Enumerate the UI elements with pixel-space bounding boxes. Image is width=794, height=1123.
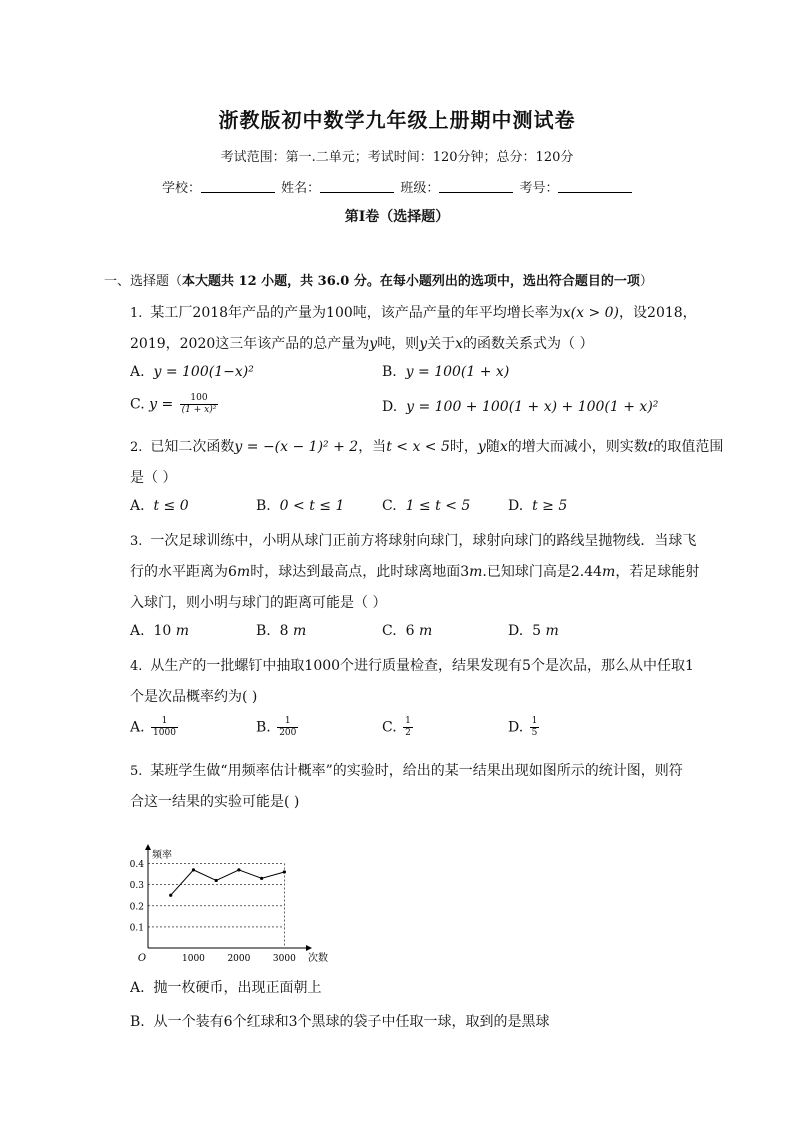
option-letter: D. [508, 623, 524, 639]
q3-text: .已知球门高是2.44 [482, 564, 603, 580]
q1-text: 2019，2020这三年该产品的总产量为 [130, 336, 370, 352]
q3-option-b[interactable] [256, 623, 306, 639]
q1-option-b[interactable] [382, 364, 509, 380]
question-4-line-2: 个是次品概率约为( ) [130, 689, 258, 705]
q2-text: ，当 [358, 439, 387, 455]
q5-text: 某班学生做“用频率估计概率”的实验时，给出的某一结果出现如图所示的统计图，则符 [150, 763, 683, 779]
q3-text: 行的水平距离为6 [130, 564, 237, 580]
data-point [260, 877, 263, 880]
denominator: (1 + x)² [181, 405, 217, 415]
option-letter: C. [382, 498, 397, 514]
question-1-line-2 [130, 333, 593, 353]
question-number: 1. [130, 306, 143, 321]
option-letter: B. [256, 498, 271, 514]
q4-option-d[interactable] [508, 716, 541, 739]
y-tick-label: 0.4 [129, 860, 144, 871]
var-x: x [455, 336, 464, 352]
option-expr: 0 < t ≤ 1 [279, 498, 345, 514]
q2-option-d[interactable] [508, 498, 567, 514]
y-tick-label: 0.2 [129, 902, 144, 913]
x-tick-label: 1000 [182, 954, 205, 964]
origin-label: O [137, 953, 147, 964]
option-letter: B. [382, 364, 397, 380]
q1-text: 的函数关系式为（ ） [463, 336, 594, 352]
class-blank[interactable] [439, 180, 513, 193]
unit-m: m [545, 623, 559, 639]
unit-m: m [602, 564, 616, 580]
option-expr: y = 100(1−x)² [153, 364, 254, 380]
volume-heading: 第I卷（选择题） [344, 209, 450, 225]
data-point [237, 868, 240, 871]
option-letter: A. [130, 980, 145, 996]
fraction [277, 716, 298, 739]
fraction [151, 716, 178, 739]
option-letter: A. [130, 498, 145, 514]
q2-text: 随 [485, 439, 500, 455]
denominator: 200 [279, 728, 297, 738]
question-number: 2. [130, 440, 143, 455]
option-expr: y = 100 + 100(1 + x) + 100(1 + x)² [406, 399, 659, 415]
option-letter: B. [256, 719, 271, 736]
q2-text: 已知二次函数 [150, 439, 235, 455]
unit-m: m [293, 623, 307, 639]
number-label: 考号： [519, 181, 559, 196]
option-letter: C. [130, 396, 145, 413]
q2-expr: y = −(x − 1)² + 2 [234, 439, 359, 455]
fraction [403, 716, 413, 739]
option-expr: y = 100(1 + x) [405, 364, 510, 380]
question-3-line-3: 入球门，则小明与球门的距离可能是（ ） [130, 595, 387, 611]
q4-option-c[interactable] [382, 716, 415, 739]
q3-text: 一次足球训练中，小明从球门正前方将球射向球门，球射向球门的路线呈抛物线．当球飞 [150, 533, 697, 549]
series-line [171, 870, 285, 895]
q2-text: 的取值范围 [653, 439, 724, 455]
q4-text: 从生产的一批螺钉中抽取1000个进行质量检查，结果发现有5个是次品，那么从中任取1 [150, 658, 694, 674]
question-2-line-2: 是（ ） [130, 470, 177, 486]
fraction [180, 393, 219, 416]
student-info [162, 177, 634, 196]
var-y: y [477, 439, 486, 455]
q1-text: 某工厂2018年产品的产量为100吨，该产品产量的年平均增长率为 [150, 305, 563, 321]
option-letter: A. [130, 364, 145, 380]
option-letter: D. [382, 399, 398, 415]
q1-option-a[interactable] [130, 364, 254, 380]
unit-m: m [469, 564, 483, 580]
y-tick-label: 0.3 [129, 881, 144, 892]
q2-text: 的增大而减小，则实数 [507, 439, 648, 455]
q1-condition: x(x > 0) [562, 305, 620, 321]
q5-option-a[interactable] [130, 977, 321, 997]
question-3-line-2 [130, 561, 699, 581]
section-suffix: ） [639, 274, 653, 289]
q4-option-b[interactable] [256, 716, 300, 739]
q2-option-c[interactable] [382, 498, 470, 514]
question-number: 4. [130, 659, 143, 674]
unit-m: m [236, 564, 251, 580]
q3-text: ，若足球能射 [615, 564, 700, 580]
y-axis-arrow [145, 844, 151, 850]
q1-text: 吨，则 [377, 336, 420, 352]
q5-option-b[interactable] [130, 1011, 549, 1031]
exam-scope: 考试范围：第一.二单元；考试时间：120分钟；总分：120分 [220, 150, 574, 165]
option-value: 10 [153, 623, 172, 639]
question-2-line-1 [130, 436, 723, 456]
y-axis-label: 频率 [152, 850, 172, 861]
page-title: 浙教版初中数学九年级上册期中测试卷 [218, 108, 576, 132]
q3-option-d[interactable] [508, 623, 559, 639]
numerator: 100 [190, 393, 208, 403]
var-y: y [419, 336, 428, 352]
number-blank[interactable] [558, 180, 632, 193]
numerator: 1 [405, 716, 411, 726]
x-tick-label: 3000 [272, 954, 296, 964]
q1-option-c[interactable] [130, 393, 220, 416]
x-tick-label: 2000 [227, 954, 251, 964]
option-expr: 1 ≤ t < 5 [405, 498, 471, 514]
q2-cond: t < x < 5 [386, 439, 450, 455]
data-point [283, 870, 286, 873]
question-number: 3. [130, 534, 143, 549]
option-value: 6 [405, 623, 415, 639]
option-expr: y = [149, 396, 174, 413]
option-expr: t ≥ 5 [532, 498, 568, 514]
q3-option-a[interactable] [130, 623, 189, 639]
question-number: 5. [130, 764, 143, 779]
numerator: 1 [531, 716, 538, 726]
q3-text: 时，球达到最高点，此时球离地面3 [250, 564, 470, 580]
denominator: 2 [405, 728, 411, 738]
question-3-line-1 [130, 530, 696, 550]
option-letter: D. [508, 498, 524, 514]
option-value: 5 [532, 623, 542, 639]
frequency-chart [120, 838, 328, 968]
option-letter: B. [256, 623, 271, 639]
y-tick-label: 0.1 [129, 923, 144, 934]
section-heading [104, 270, 653, 289]
q3-option-c[interactable] [382, 623, 432, 639]
option-letter: D. [508, 719, 524, 736]
unit-m: m [418, 623, 433, 639]
q1-text: 关于 [427, 336, 456, 352]
option-letter: B. [130, 1014, 145, 1030]
data-point [192, 868, 195, 871]
data-point [215, 879, 218, 882]
var-t: t [647, 439, 654, 455]
denominator: 1000 [153, 728, 176, 738]
section-bold: 本大题共 12 小题，共 36.0 分。在每小题列出的选项中，选出符合题目的一项 [182, 274, 640, 289]
q2-option-b[interactable] [256, 498, 344, 514]
var-y: y [369, 336, 378, 352]
question-4-line-1 [130, 655, 694, 675]
school-blank[interactable] [201, 180, 275, 193]
fraction [530, 716, 540, 739]
data-point [169, 894, 172, 897]
name-label: 姓名： [281, 181, 321, 196]
option-letter: A. [130, 719, 145, 736]
q1-option-d[interactable] [382, 399, 658, 415]
numerator: 1 [161, 716, 168, 726]
option-letter: C. [382, 623, 397, 639]
option-text: 抛一枚硬币，出现正面朝上 [153, 980, 322, 996]
option-letter: A. [130, 623, 145, 639]
q2-option-a[interactable] [130, 498, 189, 514]
question-5-line-1 [130, 760, 683, 780]
option-letter: C. [382, 719, 397, 736]
q2-text: 时， [449, 439, 478, 455]
school-label: 学校： [162, 181, 202, 196]
x-axis-arrow [306, 945, 312, 951]
question-5-line-2: 合这一结果的实验可能是( ) [130, 794, 300, 810]
q4-option-a[interactable] [130, 716, 180, 739]
class-label: 班级： [400, 181, 440, 196]
option-text: 从一个装有6个红球和3个黑球的袋子中任取一球，取到的是黑球 [153, 1014, 550, 1030]
name-blank[interactable] [320, 180, 394, 193]
q1-text: ，设2018， [619, 305, 697, 321]
section-prefix: 一、选择题（ [104, 274, 183, 289]
x-axis-label: 次数 [308, 953, 328, 964]
unit-m: m [175, 623, 190, 639]
var-x: x [499, 439, 508, 455]
option-expr: t ≤ 0 [153, 498, 189, 514]
numerator: 1 [284, 716, 291, 726]
question-1-line-1 [130, 302, 697, 322]
denominator: 5 [531, 728, 538, 738]
option-value: 8 [279, 623, 289, 639]
